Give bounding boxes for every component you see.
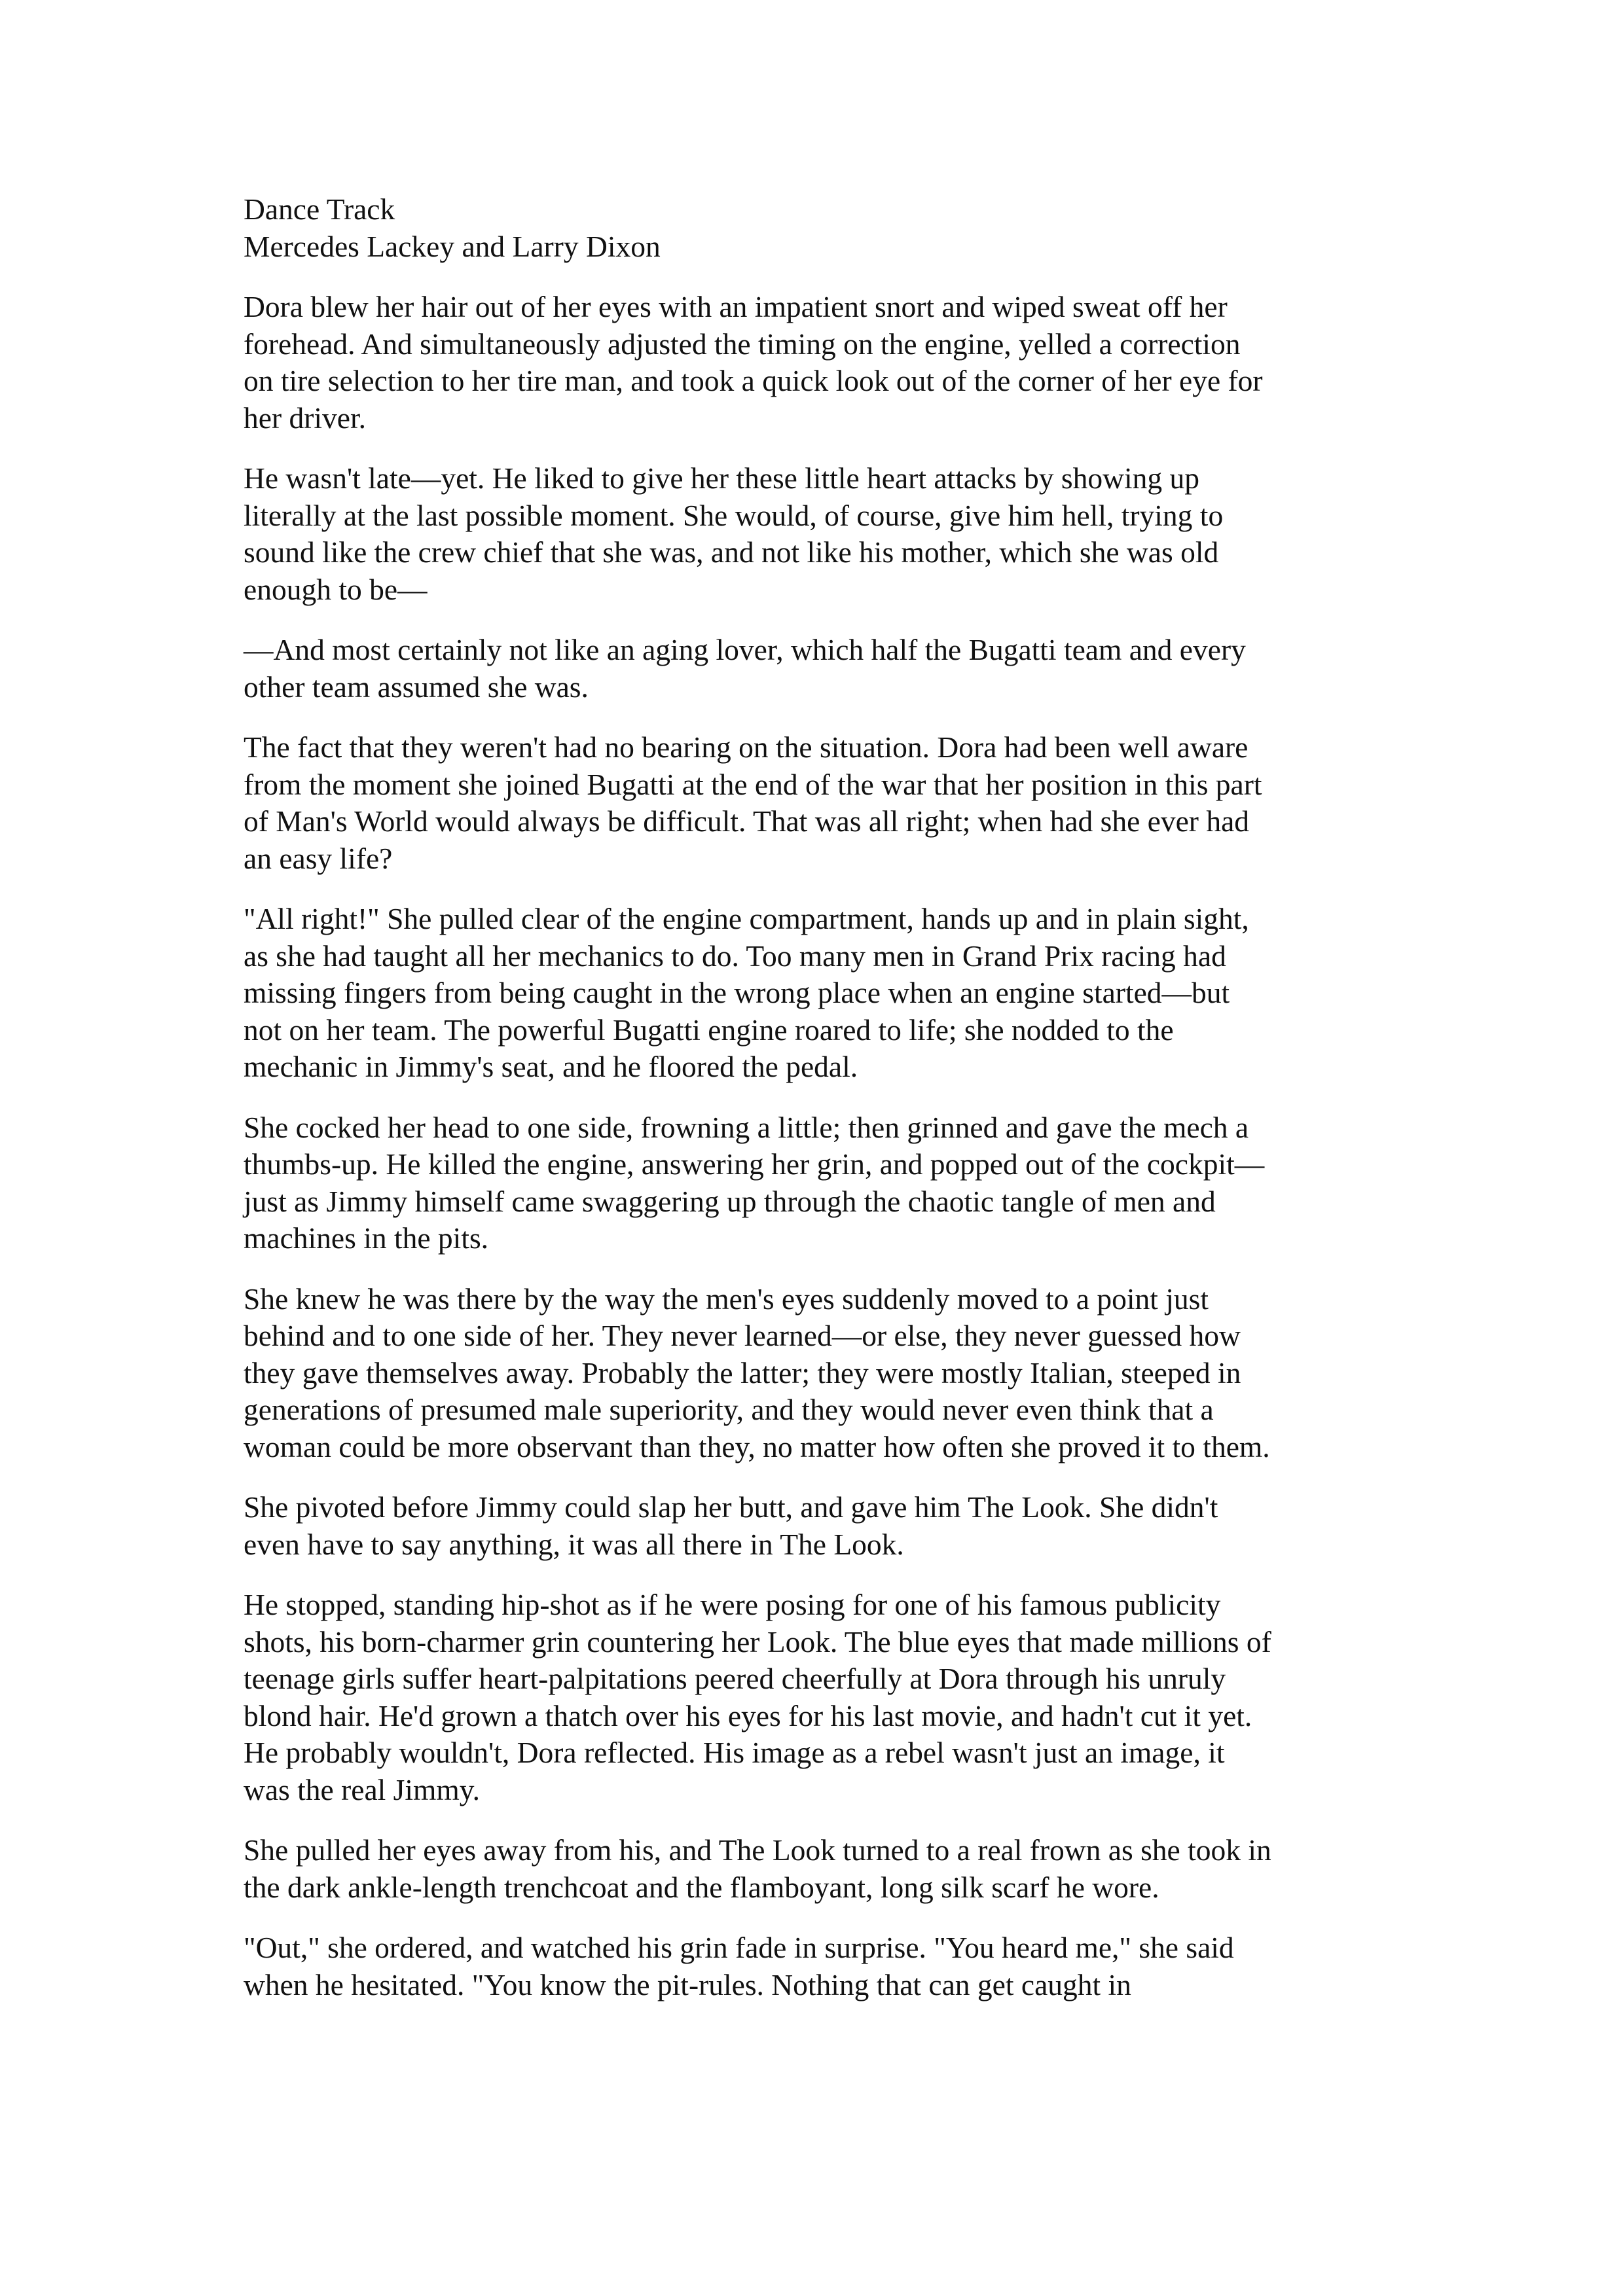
text-line: forehead. And simultaneously adjusted the timing on the engine, yelled a correction xyxy=(244,327,1241,361)
text-line: just as Jimmy himself came swaggering up through the chaotic tangle of men and xyxy=(244,1184,1216,1218)
text-line: an easy life? xyxy=(244,841,393,875)
text-line: "All right!" She pulled clear of the engine compartment, hands up and in plain sight, xyxy=(244,902,1249,935)
text-line: enough to be— xyxy=(244,572,428,606)
text-line: shots, his born-charmer grin countering her Look. The blue eyes that made millions of xyxy=(244,1624,1271,1659)
text-line: as she had taught all her mechanics to do. Too many men in Grand Prix racing had xyxy=(244,939,1226,973)
paragraph xyxy=(244,1587,1396,1808)
text-line: Dora blew her hair out of her eyes with an impatient snort and wiped sweat off her xyxy=(244,290,1228,323)
paragraph xyxy=(244,1489,1396,1563)
text-line: She cocked her head to one side, frowning a little; then grinned and gave the mech a xyxy=(244,1110,1249,1144)
text-line: —And most certainly not like an aging lover, which half the Bugatti team and every xyxy=(244,633,1246,666)
text-line: thumbs-up. He killed the engine, answering her grin, and popped out of the cockpit— xyxy=(244,1147,1265,1181)
text-line: of Man's World would always be difficult. That was all right; when had she ever had xyxy=(244,804,1250,838)
paragraph xyxy=(244,289,1396,437)
paragraph xyxy=(244,1281,1396,1466)
text-line: "Out," she ordered, and watched his grin fade in surprise. "You heard me," she said xyxy=(244,1931,1234,1964)
text-line: when he hesitated. "You know the pit-rules. Nothing that can get caught in xyxy=(244,1967,1131,2001)
text-line: on tire selection to her tire man, and took a quick look out of the corner of her eye for xyxy=(244,364,1263,397)
text-line: the dark ankle-length trenchcoat and the flamboyant, long silk scarf he wore. xyxy=(244,1870,1159,1904)
text-line: even have to say anything, it was all there in The Look. xyxy=(244,1527,904,1561)
text-line: The fact that they weren't had no bearing on the situation. Dora had been well aware xyxy=(244,730,1249,764)
text-line: He stopped, standing hip-shot as if he were posing for one of his famous publicity xyxy=(244,1588,1221,1621)
text-line: behind and to one side of her. They never learned—or else, they never guessed how xyxy=(244,1319,1241,1352)
text-line: She pulled her eyes away from his, and The Look turned to a real frown as she took in xyxy=(244,1833,1271,1867)
story-authors: Mercedes Lackey and Larry Dixon xyxy=(244,229,661,263)
text-line: She knew he was there by the way the men's eyes suddenly moved to a point just xyxy=(244,1282,1209,1316)
text-line: generations of presumed male superiority, and they would never even think that a xyxy=(244,1393,1214,1426)
text-line: they gave themselves away. Probably the latter; they were mostly Italian, steeped in xyxy=(244,1355,1241,1390)
text-line: sound like the crew chief that she was, and not like his mother, which she was old xyxy=(244,535,1219,569)
text-line: woman could be more observant than they, no matter how often she proved it to them. xyxy=(244,1429,1270,1463)
text-line: literally at the last possible moment. She would, of course, give him hell, trying to xyxy=(244,498,1224,532)
paragraph xyxy=(244,1832,1396,1906)
paragraph xyxy=(244,729,1396,877)
text-line: not on her team. The powerful Bugatti engine roared to life; she nodded to the xyxy=(244,1013,1174,1047)
text-line: machines in the pits. xyxy=(244,1221,489,1255)
paragraph xyxy=(244,1929,1396,2003)
text-line: was the real Jimmy. xyxy=(244,1772,480,1806)
paragraph xyxy=(244,632,1396,706)
story-text xyxy=(244,289,1396,2003)
text-line: missing fingers from being caught in the wrong place when an engine started—but xyxy=(244,976,1230,1009)
text-line: blond hair. He'd grown a thatch over his eyes for his last movie, and hadn't cut it yet. xyxy=(244,1698,1252,1732)
text-line: her driver. xyxy=(244,401,366,435)
text-line: mechanic in Jimmy's seat, and he floored the pedal. xyxy=(244,1050,858,1083)
text-line: She pivoted before Jimmy could slap her butt, and gave him The Look. She didn't xyxy=(244,1490,1218,1524)
text-line: other team assumed she was. xyxy=(244,670,589,704)
text-line: He wasn't late—yet. He liked to give her these little heart attacks by showing up xyxy=(244,461,1199,495)
story-title: Dance Track xyxy=(244,192,395,226)
text-line: He probably wouldn't, Dora reflected. His image as a rebel wasn't just an image, it xyxy=(244,1736,1225,1769)
document-body xyxy=(244,191,1396,2027)
paragraph xyxy=(244,1109,1396,1257)
paragraph xyxy=(244,901,1396,1086)
text-line: teenage girls suffer heart-palpitations peered cheerfully at Dora through his unruly xyxy=(244,1662,1226,1695)
document-header xyxy=(244,191,1396,265)
paragraph xyxy=(244,460,1396,608)
text-line: from the moment she joined Bugatti at the end of the war that her position in this part xyxy=(244,767,1262,801)
